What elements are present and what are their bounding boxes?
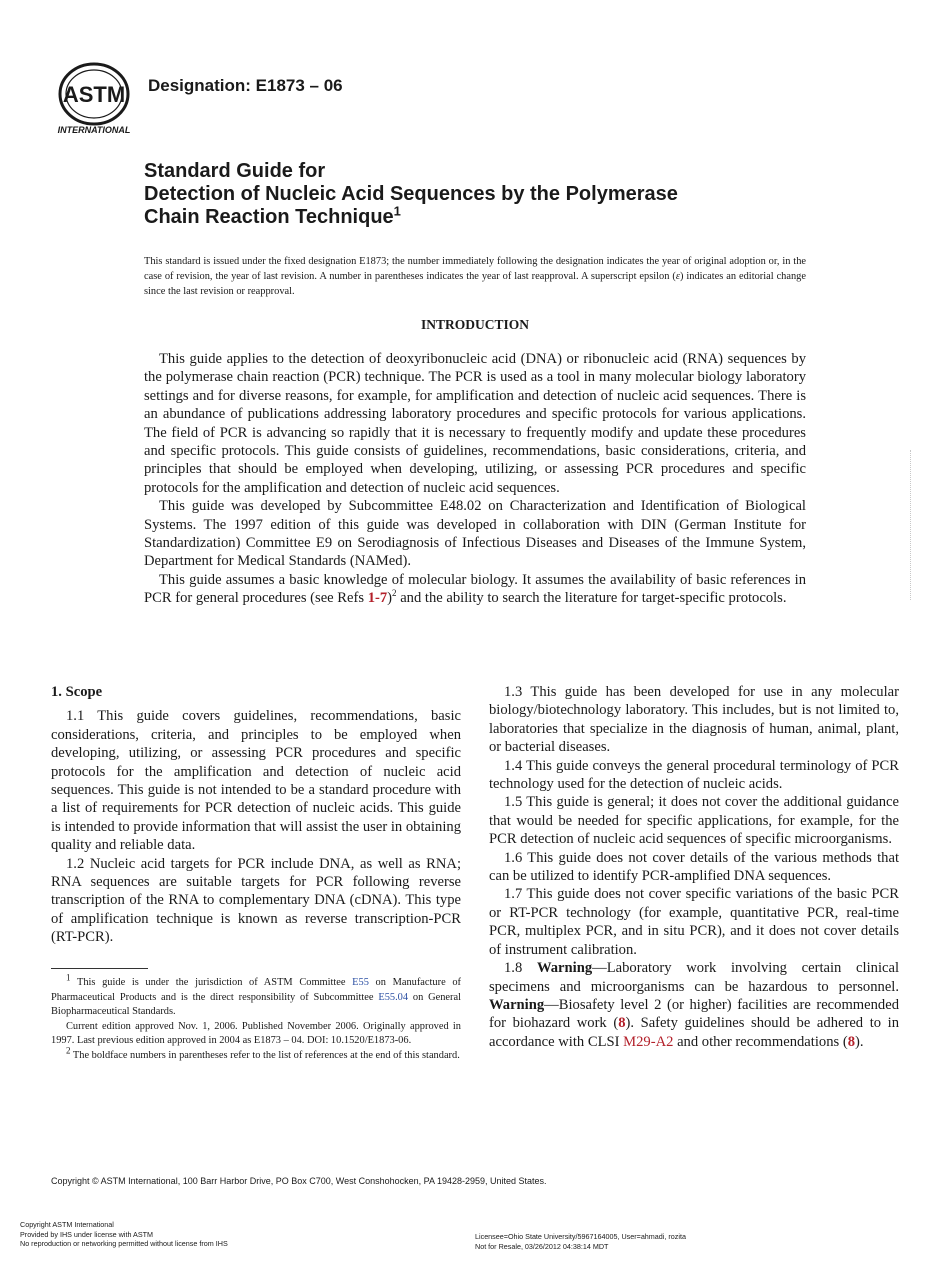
section-1-3: 1.3 This guide has been developed for use in any molecular biology/biotechnology laboratory. This includes, but is not limited to, laboratories that specialize in the diagnosis of human, animal, plant, or bacterial diseases. xyxy=(489,684,899,756)
logo-text: ASTM xyxy=(62,82,126,107)
section-1-1: 1.1 This guide covers guidelines, recommendations, basic considerations, criteria, and principles to be employed when developing, utilizing, or assessing PCR procedures and specific protocols for the amplification and detection of nucleic acid sequences. This guide is not intended to be a standard procedure with a list of requirements for PCR detection of nucleic acids. This guide is intended to provide information that will assist the user in obtaining quality and reliable data. xyxy=(51,708,461,854)
footnote-divider xyxy=(51,968,148,969)
section-1-2: 1.2 Nucleic acid targets for PCR include DNA, as well as RNA; RNA sequences are suitable targets for PCR following reverse transcription of the RNA to complementary DNA (cDNA). This type of amplification technique is known as reverse transcription-PCR (RT-PCR). xyxy=(51,855,461,946)
scope-heading: 1. Scope xyxy=(51,684,103,700)
astm-logo-icon xyxy=(52,60,136,136)
margin-watermark xyxy=(910,450,925,600)
introduction-heading: INTRODUCTION xyxy=(420,317,529,332)
committee-e55-link[interactable]: E55 xyxy=(352,977,369,988)
edition-note: Current edition approved Nov. 1, 2006. Published November 2006. Originally approved in 1997. Last previous edition approved in 2004 as E1873 – 04. DOI: 10.1520/E1873-06. xyxy=(51,1020,461,1047)
logo-subtext: INTERNATIONAL xyxy=(57,125,131,135)
footer-left: Copyright ASTM International Provided by IHS under license with ASTM No reproduction or networking permitted without license from IHS xyxy=(20,1220,228,1249)
reference-link-8[interactable]: 8 xyxy=(618,1015,626,1032)
footnote-2: $^2$ The boldface numbers in parentheses refer to the list of references at the end of this standard. xyxy=(66,1045,460,1061)
title-footnote-mark: 1 xyxy=(393,203,401,219)
clsi-m29-a2-link[interactable]: M29-A2 xyxy=(623,1033,674,1050)
astm-logo xyxy=(52,60,136,136)
introduction-body xyxy=(144,350,806,608)
designation: Designation: E1873 – 06 xyxy=(148,76,343,95)
right-column xyxy=(489,683,899,1051)
footnote-1: $^1$ This guide is under the jurisdiction of ASTM Committee E55 on Manufacture of Pharmaceutical Products and is the direct responsibility of Subcommittee E55.04 on General Biopharmaceutical Standards. xyxy=(51,972,461,1018)
footer-right: Licensee=Ohio State University/5967164005, User=ahmadi, rozita Not for Resale, 03/26/2012 04:38:14 MDT xyxy=(475,1232,686,1251)
title-line-1: Standard Guide for xyxy=(144,160,326,182)
intro-paragraph-2: This guide was developed by Subcommittee E48.02 on Characterization and Identification of Biological Systems. The 1997 edition of this guide was developed in collaboration with DIN (German Institute for Standardization) Committee E9 on Serodiagnosis of Infectious Diseases and Diseases of the Immune System, Department for Medical Standards (NAMed). xyxy=(144,498,806,570)
left-column xyxy=(51,683,461,947)
reference-link-8-second[interactable]: 8 xyxy=(847,1033,855,1050)
document-title xyxy=(144,160,864,229)
section-1-4: 1.4 This guide conveys the general procedural terminology of PCR technology used for the detection of nucleic acids. xyxy=(489,757,899,793)
intro-paragraph-1: This guide applies to the detection of deoxyribonucleic acid (DNA) or ribonucleic acid (RNA) sequences by the polymerase chain reaction (PCR) technique. The PCR is used as a tool in many molecular biology laboratory settings and for diverse reasons, for example, for amplification and detection of nucleic acid sequences. There is an abundance of publications addressing laboratory procedures and specific protocols for various applications. The field of PCR is advancing so rapidly that it is necessary to frequently modify and update these procedures and specific protocols. This guide consists of guidelines, recommendations, basic considerations, criteria, and principles that should be employed when developing, utilizing, or assessing PCR procedures and specific protocols for the amplification and detection of nucleic acid sequences. xyxy=(144,351,806,496)
reference-link-1-7[interactable]: 1-7 xyxy=(367,590,388,607)
section-1-7: 1.7 This guide does not cover specific variations of the basic PCR or RT-PCR technology (for example, quantitative PCR, real-time PCR, multiplex PCR, and in situ PCR), and it does not cover details of instrument calibration. xyxy=(489,886,899,958)
section-1-5: 1.5 This guide is general; it does not cover the additional guidance that would be needed for specific applications, for example, for the PCR detection of nucleic acid sequences of specific microorganisms. xyxy=(489,794,899,848)
title-line-2: Detection of Nucleic Acid Sequences by the Polymerase xyxy=(144,183,678,205)
footnotes xyxy=(51,972,461,1064)
section-1-8: 1.8 Warning—Laboratory work involving certain clinical specimens and microorganisms can be hazardous to personnel. Warning—Biosafety level 2 (or higher) facilities are recommended for biohazard work (8). Safety guidelines should be adhered to in accordance with CLSI M29-A2 and other recommendations (8). xyxy=(489,960,900,1050)
subcommittee-e55-04-link[interactable]: E55.04 xyxy=(378,991,409,1003)
copyright-line: Copyright © ASTM International, 100 Barr Harbor Drive, PO Box C700, West Conshohocken, PA 19428-2959, United States. xyxy=(51,1176,547,1186)
section-1-6: 1.6 This guide does not cover details of the various methods that can be utilized to identify PCR-amplified DNA sequences. xyxy=(489,849,899,885)
title-line-3: Chain Reaction Technique$^1$ xyxy=(144,203,401,228)
issue-notice: This standard is issued under the fixed designation E1873; the number immediately following the designation indicates the year of original adoption or, in the case of revision, the year of last revision. A number in parentheses indicates the year of last reapproval. A superscript epsilon (ε) indicates an editorial change since the last revision or reapproval. xyxy=(144,256,806,297)
intro-paragraph-3: This guide assumes a basic knowledge of molecular biology. It assumes the availability of basic references in PCR for general procedures (see Refs 1-7)$^2$ and the ability to search the literature for target-specific protocols. xyxy=(144,571,806,607)
